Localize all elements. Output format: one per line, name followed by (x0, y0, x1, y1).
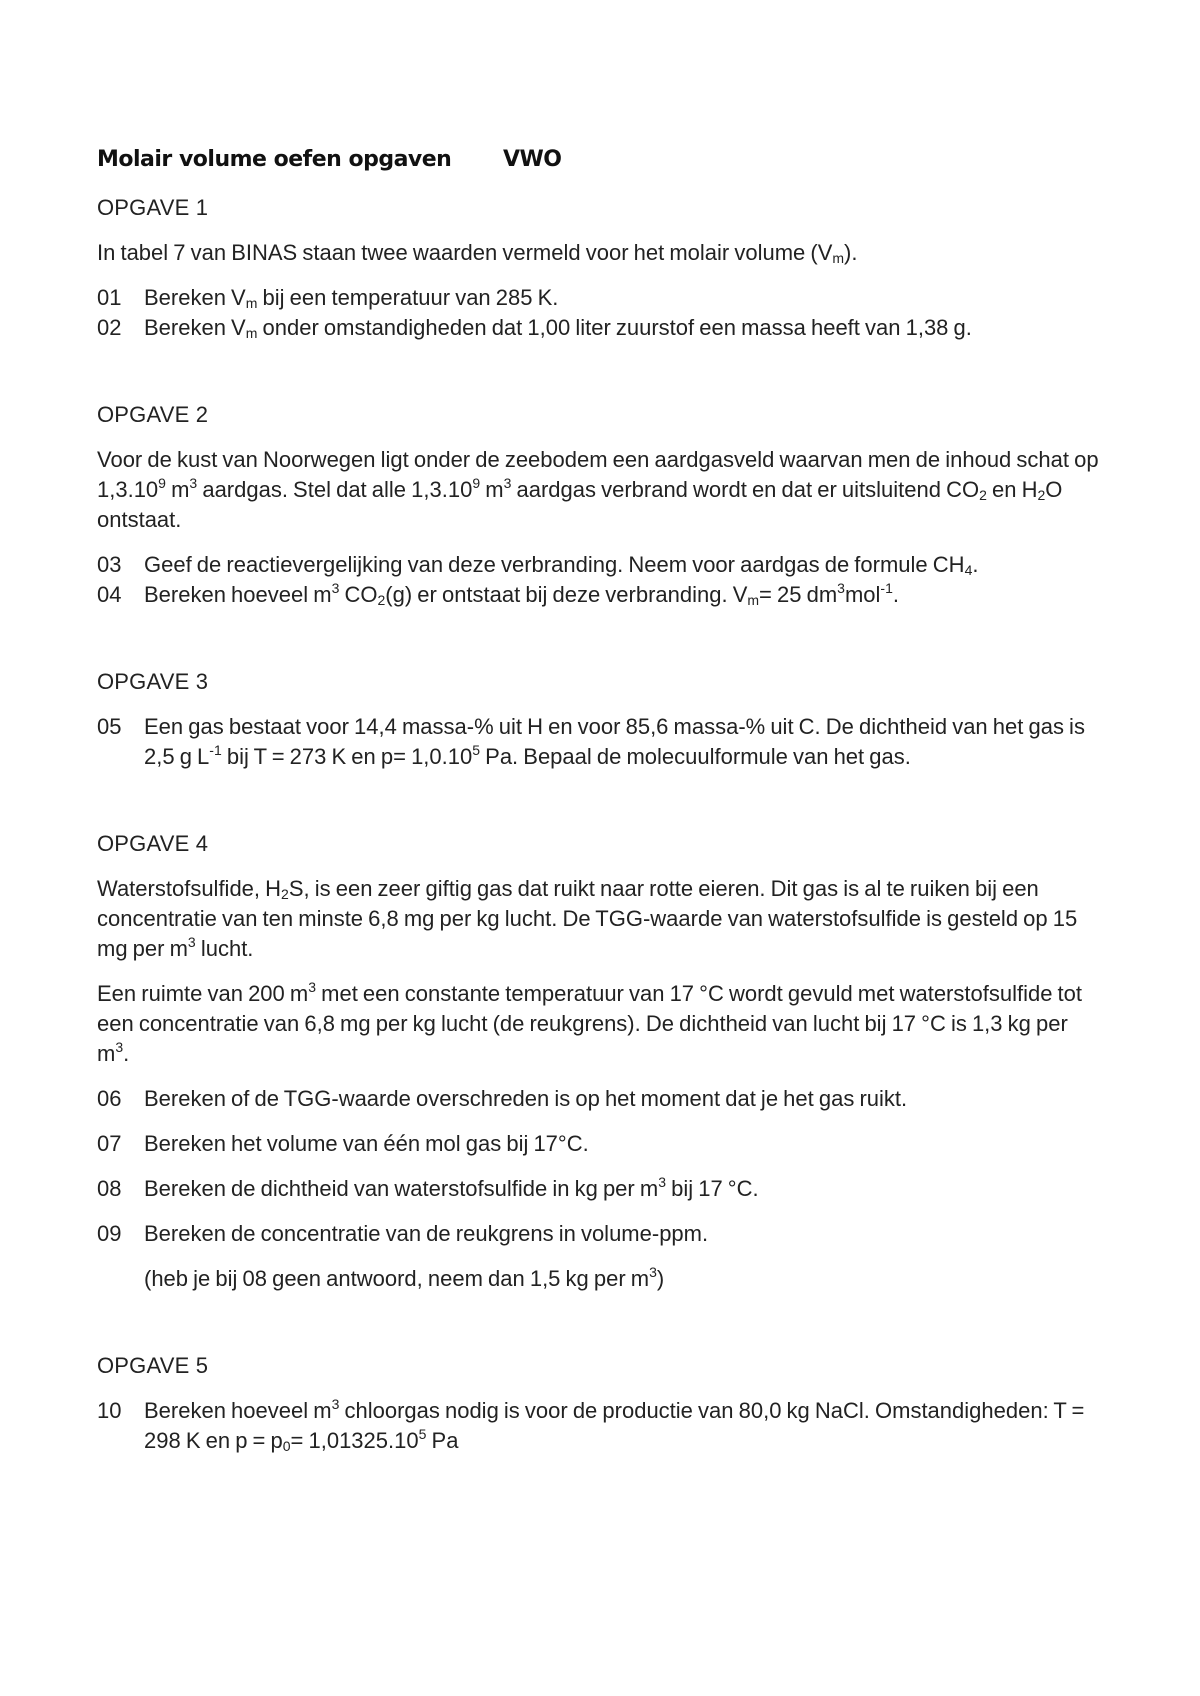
document-title-row (97, 145, 1102, 175)
document-body (97, 145, 1102, 1471)
question-02 (97, 313, 1102, 343)
question-06 (97, 1084, 1102, 1114)
question-10 (97, 1396, 1102, 1456)
question-09-hint: (heb je bij 08 geen antwoord, neem dan 1,5 kg per $m^3$) (144, 1264, 665, 1291)
opgave-1-heading: OPGAVE 1 (97, 195, 209, 220)
question-text: Geef de reactievergelijking van deze verbranding. Neem voor aardgas de formule $CH_4$. (144, 552, 979, 578)
question-text: Bereken het volume van één mol gas bij 17°C. (144, 1131, 589, 1156)
question-07 (97, 1129, 1102, 1159)
question-text: Bereken $V_m$ bij een temperatuur van 285 K. (144, 285, 559, 311)
opgave-2-heading: OPGAVE 2 (97, 402, 209, 427)
question-number: 06 (97, 1086, 122, 1111)
question-text: Bereken hoeveel $m^3$ chloorgas nodig is voor de productie van 80,0 kg NaCl. Omstandigheden: T = 298 K en $p = p_0= 1,01325.10^5$ Pa (144, 1396, 1085, 1454)
question-number: 03 (97, 552, 122, 577)
question-text: Bereken $V_m$ onder omstandigheden dat 1,00 liter zuurstof een massa heeft van 1,38 g. (144, 315, 972, 341)
question-08 (97, 1174, 1102, 1204)
question-number: 01 (97, 285, 122, 310)
question-number: 09 (97, 1221, 122, 1246)
question-03 (97, 550, 1102, 580)
question-09 (97, 1219, 1102, 1249)
question-number: 07 (97, 1131, 122, 1156)
section-spacer (97, 1309, 1102, 1351)
opgave-2-intro: Voor de kust van Noorwegen ligt onder de zeebodem een aardgasveld waarvan men de inhoud schat op 1,3.10$^9$ $m^3$ aardgas. Stel dat alle 1,3.10$^9$ $m^3$ aardgas verbrand wordt en dat er uitsluitend $CO_2$ en $H_2O$ ontstaat. (97, 447, 1099, 532)
section-spacer (97, 625, 1102, 667)
question-number: 04 (97, 582, 122, 607)
question-text: Een gas bestaat voor 14,4 massa-% uit H en voor 85,6 massa-% uit C. De dichtheid van het gas is 2,5 g $L^{-1}$ bij T = 273 K en $p= 1,0.10^5$ Pa. Bepaal de molecuulformule van het gas. (144, 714, 1085, 769)
opgave-3-heading: OPGAVE 3 (97, 669, 209, 694)
opgave-4-paragraph-1: Waterstofsulfide, $H_2S$, is een zeer giftig gas dat ruikt naar rotte eieren. Dit gas is al te ruiken bij een concentratie van ten minste 6,8 mg per kg lucht. De TGG-waarde van waterstofsulfide is gesteld op 15 mg per $m^3$ lucht. (97, 876, 1078, 961)
question-number: 02 (97, 315, 122, 340)
question-01 (97, 283, 1102, 313)
question-04 (97, 580, 1102, 610)
question-text: Bereken of de TGG-waarde overschreden is op het moment dat je het gas ruikt. (144, 1086, 908, 1111)
opgave-1-intro: In tabel 7 van BINAS staan twee waarden vermeld voor het molair volume $(V_m)$. (97, 240, 858, 266)
question-05 (97, 712, 1102, 772)
question-number: 05 (97, 714, 122, 739)
section-spacer (97, 787, 1102, 829)
opgave-4-heading: OPGAVE 4 (97, 831, 209, 856)
question-text: Bereken de dichtheid van waterstofsulfide in kg per $m^3$ bij 17 °C. (144, 1174, 759, 1201)
question-text: Bereken de concentratie van de reukgrens in volume-ppm. (144, 1221, 709, 1246)
opgave-5-heading: OPGAVE 5 (97, 1353, 209, 1378)
question-number: 08 (97, 1176, 122, 1201)
section-spacer (97, 358, 1102, 400)
document-level: VWO (503, 147, 562, 172)
document-title: Molair volume oefen opgaven (97, 147, 452, 172)
question-text: Bereken hoeveel $m^3$ $CO_2(g)$ er ontstaat bij deze verbranding. $V_m= 25$ $dm^3mol^{-1}$. (144, 580, 899, 608)
opgave-4-paragraph-2: Een ruimte van 200 $m^3$ met een constante temperatuur van 17 °C wordt gevuld met waterstofsulfide tot een concentratie van 6,8 mg per kg lucht (de reukgrens). De dichtheid van lucht bij 17 °C is 1,3 kg per $m^3$. (97, 979, 1083, 1066)
question-number: 10 (97, 1398, 122, 1423)
